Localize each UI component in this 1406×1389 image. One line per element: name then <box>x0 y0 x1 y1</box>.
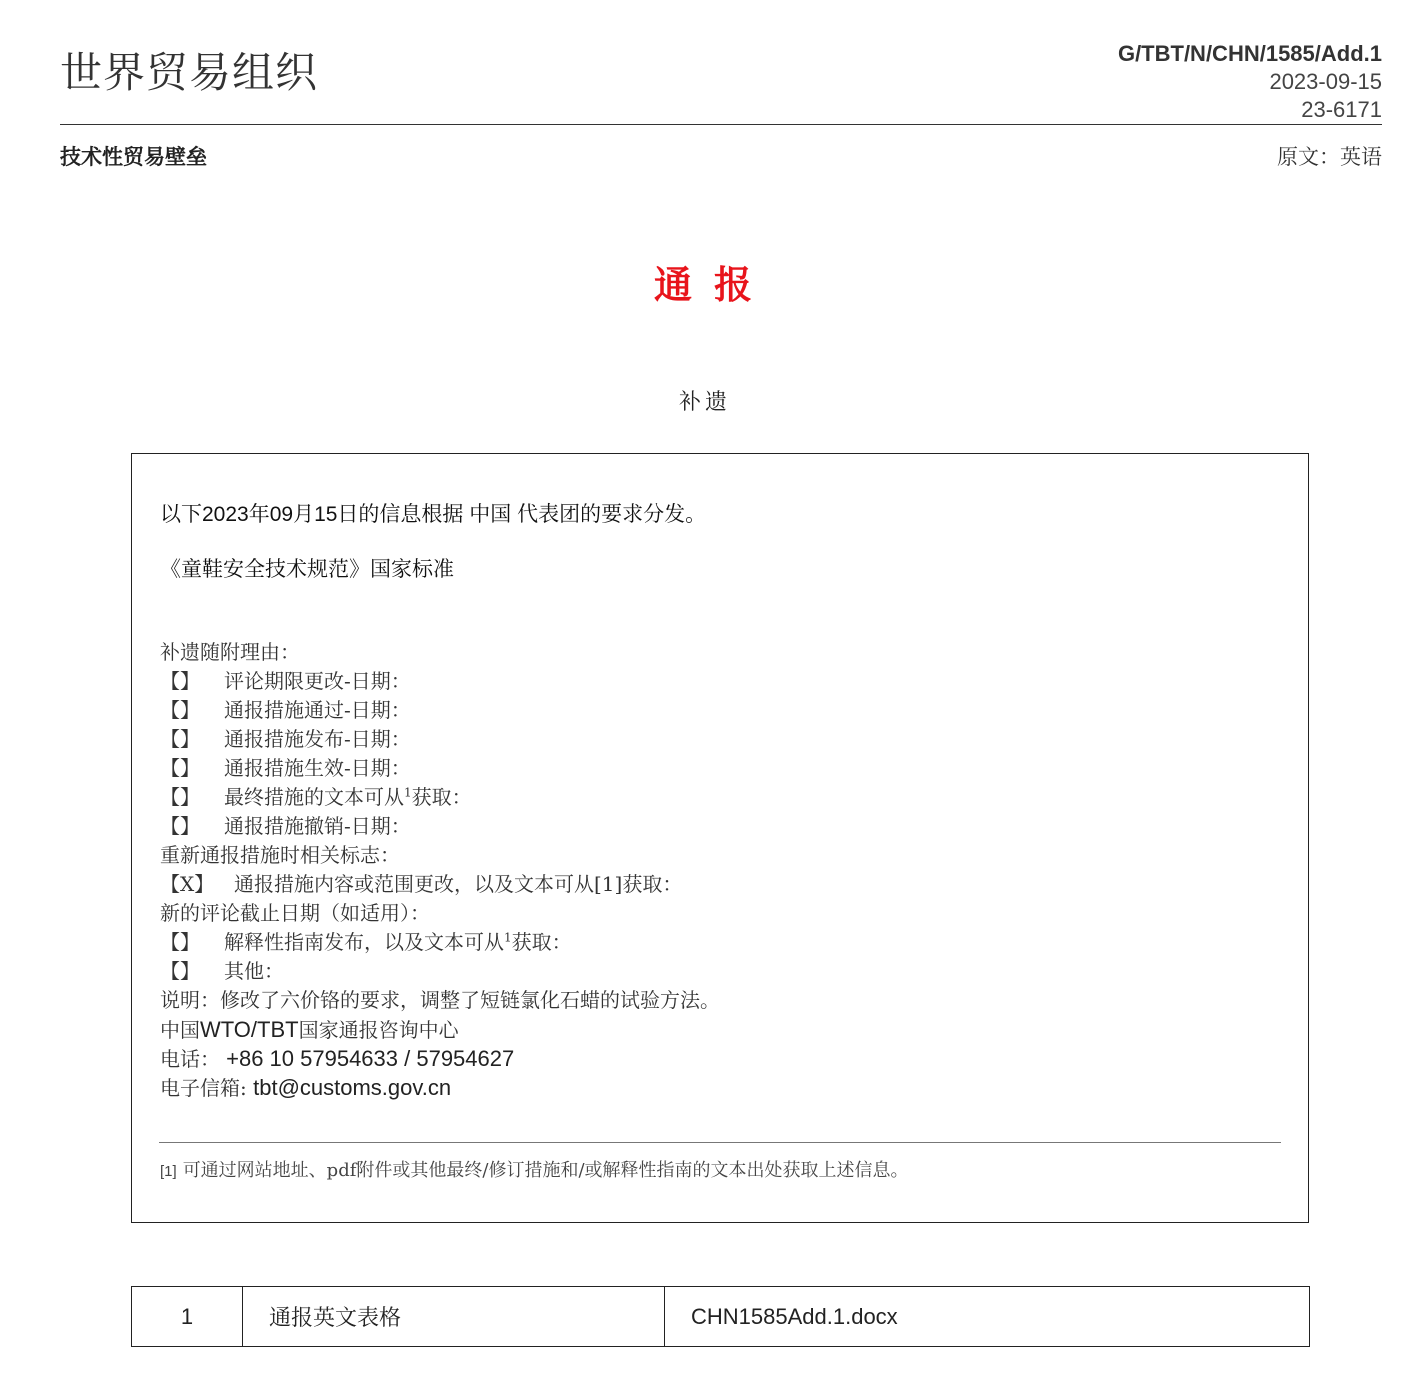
footnote <box>160 1156 909 1182</box>
attachment-file-link[interactable]: CHN1585Add.1.docx <box>665 1287 1310 1347</box>
reason-label: 评论期限更改-日期： <box>224 669 411 693</box>
reason-label: 解释性指南发布，以及文本可从 <box>224 930 504 954</box>
footnote-mark: [1] <box>160 1163 177 1180</box>
reason-item <box>160 754 720 783</box>
phone-value: +86 10 57954633 / 57954627 <box>220 1046 515 1071</box>
checkbox-mark: 【】 <box>160 814 200 838</box>
reason-item <box>160 783 720 812</box>
reason-item <box>160 812 720 841</box>
checkbox-mark: 【】 <box>160 698 200 722</box>
checkbox-mark: 【】 <box>160 756 200 780</box>
document-symbol: G/TBT/N/CHN/1585/Add.1 <box>1117 41 1382 66</box>
reason-label: 通报措施发布-日期： <box>224 727 411 751</box>
renotify-label: 通报措施内容或范围更改，以及文本可从[1]获取： <box>234 872 683 896</box>
contact-email <box>160 1073 720 1102</box>
reason-label: 通报措施通过-日期： <box>224 698 411 722</box>
footnote-ref: 1 <box>404 785 412 800</box>
committee-name: 技术性贸易壁垒 <box>60 146 207 169</box>
document-meta <box>1118 40 1382 124</box>
new-deadline-heading: 新的评论截止日期（如适用）： <box>160 901 430 925</box>
org-name: 世界贸易组织 <box>60 49 319 96</box>
email-value[interactable]: tbt@customs.gov.cn <box>253 1075 452 1100</box>
addendum-reasons <box>160 638 720 1102</box>
reason-item <box>160 696 720 725</box>
renotify-heading: 重新通报措施时相关标志： <box>160 843 400 867</box>
reason-label: 最终措施的文本可从 <box>224 785 404 809</box>
checkbox-mark-checked: 【X】 <box>160 872 215 896</box>
renotify-item <box>160 870 720 899</box>
document-date: 2023-09-15 <box>1269 69 1382 94</box>
notice-title: 通报 <box>653 265 774 307</box>
contact-center-latin: WTO/TBT <box>200 1017 299 1042</box>
reason-item <box>160 725 720 754</box>
footnote-divider <box>159 1142 1281 1143</box>
standard-title: 《童鞋安全技术规范》国家标准 <box>160 558 454 581</box>
reason-label: 通报措施生效-日期： <box>224 756 411 780</box>
reason-label: 通报措施撤销-日期： <box>224 814 411 838</box>
description-text: 说明：修改了六价铬的要求，调整了短链氯化石蜡的试验方法。 <box>160 988 720 1012</box>
reason-item <box>160 667 720 696</box>
contact-phone <box>160 1044 720 1073</box>
reason-label: 其他： <box>224 959 284 983</box>
reason-item <box>160 957 720 986</box>
checkbox-mark: 【】 <box>160 669 200 693</box>
phone-label: 电话： <box>160 1047 220 1071</box>
header-divider <box>60 124 1382 125</box>
attachment-description: 通报英文表格 <box>243 1287 665 1347</box>
document-number: 23-6171 <box>1301 97 1382 122</box>
table-row <box>132 1287 1310 1347</box>
email-label: 电子信箱: <box>160 1076 254 1100</box>
reason-label-tail: 获取： <box>511 930 572 954</box>
checkbox-mark: 【】 <box>160 959 200 983</box>
footnote-ref: 1 <box>504 930 512 945</box>
contact-center-prefix: 中国 <box>160 1018 200 1042</box>
checkbox-mark: 【】 <box>160 785 200 809</box>
contact-center <box>160 1015 720 1044</box>
addendum-subtitle: 补遗 <box>678 389 731 414</box>
attachment-index: 1 <box>132 1287 243 1347</box>
notification-box <box>131 453 1309 1223</box>
reasons-heading: 补遗随附理由： <box>160 640 300 664</box>
reason-item <box>160 928 720 957</box>
original-language: 原文：英语 <box>1277 146 1382 169</box>
reason-label-tail: 获取： <box>411 785 472 809</box>
attachments-table <box>131 1286 1310 1347</box>
footnote-text: 可通过网站地址、pdf附件或其他最终/修订措施和/或解释性指南的文本出处获取上述信息。 <box>182 1160 909 1181</box>
contact-center-suffix: 国家通报咨询中心 <box>298 1018 459 1042</box>
checkbox-mark: 【】 <box>160 727 200 751</box>
checkbox-mark: 【】 <box>160 930 200 954</box>
intro-statement: 以下2023年09月15日的信息根据 中国 代表团的要求分发。 <box>160 503 707 526</box>
